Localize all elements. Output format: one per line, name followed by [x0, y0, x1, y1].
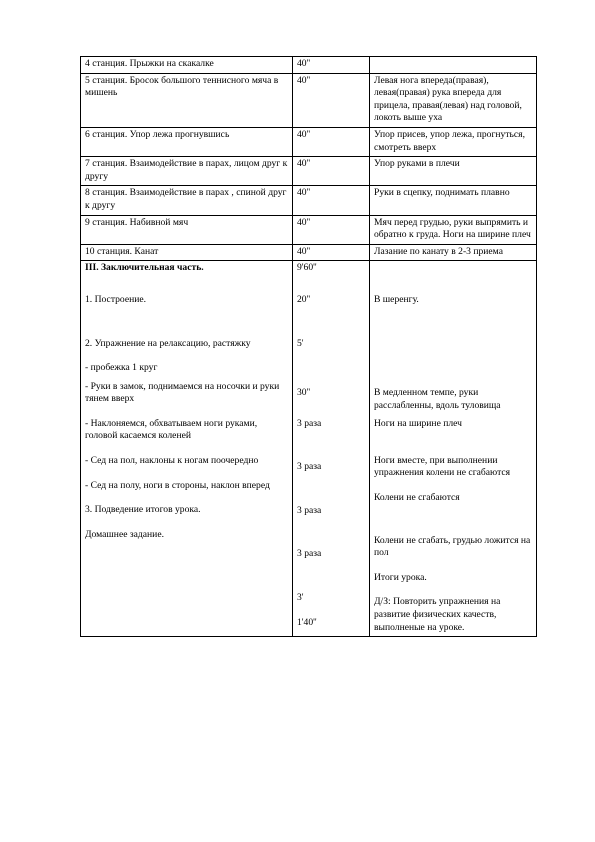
table-row	[81, 73, 537, 127]
exercise-cell: 4 станция. Прыжки на скакалке	[81, 57, 293, 74]
time-cell: 40''	[293, 73, 370, 127]
notes-cell: Мяч перед грудью, руки выпрямить и обратно к груда. Ноги на ширине плеч	[370, 215, 537, 244]
exercise-cell: 5 станция. Бросок большого теннисного мяча в мишень	[81, 73, 293, 127]
notes-cell: Упор руками в плечи	[370, 157, 537, 186]
time-cell: 40''	[293, 215, 370, 244]
list-item-note: Колени не сгабать, грудью ложится на пол	[374, 534, 531, 559]
list-item-time: 3 раза	[297, 461, 322, 473]
time-cell: 40''	[293, 157, 370, 186]
exercise-cell: 6 станция. Упор лежа прогнувшись	[81, 127, 293, 156]
time-cell: 40''	[293, 244, 370, 261]
list-item-note: В медленном темпе, руки расслабленны, вдоль туловища	[374, 387, 501, 411]
table-row	[81, 57, 537, 74]
list-item-time: 3 раза	[297, 417, 322, 429]
list-item: 2. Упражнение на релаксацию, растяжку	[85, 337, 251, 349]
notes-cell: Упор присев, упор лежа, прогнуться, смотреть вверх	[370, 127, 537, 156]
list-item: - Сед на полу, ноги в стороны, наклон вперед	[85, 479, 270, 491]
time-cell: 40''	[293, 57, 370, 74]
notes-cell	[370, 57, 537, 74]
list-item-time: 1'40''	[297, 616, 317, 628]
final-section-notes	[370, 261, 537, 637]
time-cell: 40''	[293, 127, 370, 156]
table-row	[81, 157, 537, 186]
list-item: - Наклоняемся, обхватываем ноги руками, головой касаемся коленей	[85, 417, 258, 442]
section-title: III. Заключительная часть.	[85, 262, 204, 274]
list-item-time: 5'	[297, 337, 304, 349]
final-section-row	[81, 261, 537, 637]
exercise-cell: 10 станция. Канат	[81, 244, 293, 261]
lesson-plan-table	[80, 56, 537, 637]
table-row	[81, 186, 537, 215]
list-item-note: Д/З: Повторить упражнения на развитие физических качеств, выполненые на уроке.	[374, 596, 501, 633]
table-row	[81, 127, 537, 156]
exercise-cell: 7 станция. Взаимодействие в парах, лицом друг к другу	[81, 157, 293, 186]
list-item-time: 30''	[297, 387, 311, 399]
list-item-note: Колени не сгабаются	[374, 492, 460, 504]
list-item: 1. Построение.	[85, 293, 147, 305]
list-item-time: 3 раза	[297, 548, 322, 560]
notes-cell: Руки в сцепку, поднимать плавно	[370, 186, 537, 215]
notes-cell: Левая нога впереда(правая), левая(правая) рука впереда для прицела, правая(левая) над головой, локоть выше уха	[370, 73, 537, 127]
list-item: - Руки в замок, поднимаемся на носочки и руки тянем вверх	[85, 380, 280, 405]
exercise-cell: 8 станция. Взаимодействие в парах , спиной друг к другу	[81, 186, 293, 215]
section-time: 9'60''	[297, 262, 317, 274]
list-item: - пробежка 1 круг	[85, 362, 158, 374]
notes-cell: Лазание по канату в 2-3 приема	[370, 244, 537, 261]
final-section-exercises	[81, 261, 293, 637]
list-item: 3. Подведение итогов урока.	[85, 504, 201, 516]
final-section-times	[293, 261, 370, 637]
table-row	[81, 215, 537, 244]
time-cell: 40''	[293, 186, 370, 215]
list-item-time: 3'	[297, 592, 304, 604]
list-item-time: 20''	[297, 293, 311, 305]
list-item-note: Ноги на ширине плеч	[374, 418, 462, 430]
list-item: Домашнее задание.	[85, 528, 164, 540]
list-item: - Сед на пол, наклоны к ногам поочередно	[85, 455, 259, 467]
list-item-note: Итоги урока.	[374, 571, 427, 583]
list-item-note: Ноги вместе, при выполнении упражнения колени не сгабаются	[374, 454, 511, 479]
list-item-note: В шеренгу.	[374, 293, 419, 305]
list-item-time: 3 раза	[297, 504, 322, 516]
table-row	[81, 244, 537, 261]
exercise-cell: 9 станция. Набивной мяч	[81, 215, 293, 244]
